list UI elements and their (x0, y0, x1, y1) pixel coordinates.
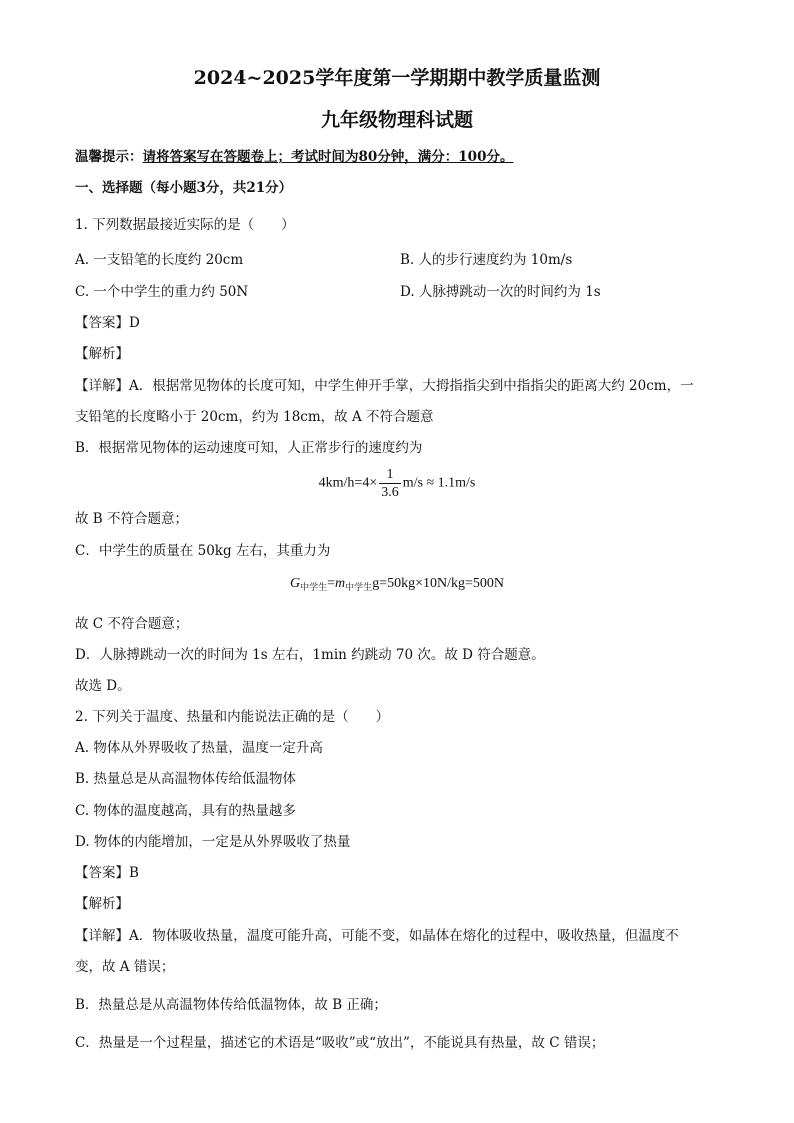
formula-weight-g: G (290, 576, 301, 591)
exam-subtitle: 九年级物理科试题 (320, 109, 473, 131)
q1-answer-label: 【答案】 (75, 315, 129, 331)
q1-answer (75, 313, 725, 333)
q2-answer-label: 【答案】 (75, 865, 129, 881)
formula-weight-g-sub: 中学生 (300, 582, 328, 592)
formula-speed-fraction (379, 466, 401, 501)
q1-detail-a-1 (75, 376, 725, 396)
q1-option-a: A. 一支铅笔的长度约 20cm (75, 252, 244, 268)
formula-speed-numerator: 1 (379, 466, 401, 484)
formula-speed-left: 4km/h=4× (318, 475, 378, 491)
notice-label: 温馨提示： (75, 149, 143, 165)
q1-detail-a-2: 支铅笔的长度略小于 20cm，约为 18cm，故 A 不符合题意 (75, 409, 434, 425)
q2-option-b: B. 热量总是从高温物体传给低温物体 (75, 771, 297, 787)
q1-stem: 1. 下列数据最接近实际的是（ ） (75, 217, 295, 233)
q1-analysis-label: 【解析】 (75, 346, 129, 362)
q2-detail-a-1 (75, 926, 725, 946)
q2-detail-b: B．热量总是从高温物体传给低温物体，故 B 正确； (75, 997, 387, 1013)
q2-option-a: A. 物体从外界吸收了热量，温度一定升高 (75, 740, 323, 756)
section-heading: 一、选择题（每小题3分，共21分） (75, 180, 293, 196)
q2-answer-value: B (129, 865, 139, 881)
q2-option-d: D. 物体的内能增加，一定是从外界吸收了热量 (75, 834, 351, 850)
q1-answer-value: D (129, 315, 140, 331)
q2-detail-a-2: 变，故 A 错误； (75, 959, 175, 975)
q2-stem: 2. 下列关于温度、热量和内能说法正确的是（ ） (75, 709, 390, 725)
formula-speed-denominator: 3.6 (381, 485, 399, 500)
formula-weight-eq: = (327, 576, 336, 591)
q1-options-row-1 (75, 250, 725, 270)
q1-detail-b-2: 故 B 不符合题意； (75, 511, 189, 527)
q1-detail-b-1: B．根据常见物体的运动速度可知，人正常步行的速度约为 (75, 440, 423, 456)
notice-line (75, 147, 725, 167)
q1-detail-label: 【详解】 (75, 378, 129, 394)
formula-speed-right: m/s ≈ 1.1m/s (402, 475, 476, 491)
q2-detail-label: 【详解】 (75, 928, 129, 944)
q2-analysis-label: 【解析】 (75, 896, 129, 912)
q2-detail-c: C．热量是一个过程量，描述它的术语是“吸收”或“放出”，不能说具有热量，故 C 错误； (75, 1035, 605, 1051)
q2-answer (75, 863, 725, 883)
q1-options-row-2 (75, 282, 725, 302)
q2-option-c: C. 物体的温度越高，具有的热量越多 (75, 803, 296, 819)
formula-weight-m: m (335, 576, 346, 591)
formula-weight-rest: g=50kg×10N/kg=500N (372, 576, 504, 591)
q1-conclusion: 故选 D。 (75, 678, 131, 694)
q1-option-b: B. 人的步行速度约为 10m/s (400, 252, 573, 268)
q1-formula-speed (0, 466, 794, 501)
q2-detail-a-text: A．物体吸收热量，温度可能升高，可能不变，如晶体在熔化的过程中，吸收热量，但温度不 (129, 928, 679, 944)
q1-option-c: C. 一个中学生的重力约 50N (75, 284, 249, 300)
exam-title: 2024~2025学年度第一学期期中教学质量监测 (193, 67, 601, 89)
q1-detail-d: D．人脉搏跳动一次的时间为 1s 左右，1min 约跳动 70 次。故 D 符合题意。 (75, 647, 545, 663)
q1-option-d: D. 人脉搏跳动一次的时间约为 1s (400, 284, 601, 300)
q1-detail-c-1: C．中学生的质量在 50kg 左右，其重力为 (75, 543, 331, 559)
q1-formula-weight (0, 574, 794, 597)
q1-detail-a-text: A．根据常见物体的长度可知，中学生伸开手掌，大拇指指尖到中指指尖的距离大约 20cm，一 (129, 378, 694, 394)
notice-text: 请将答案写在答题卷上；考试时间为80分钟，满分：100分。 (142, 149, 514, 165)
q1-detail-c-2: 故 C 不符合题意； (75, 616, 189, 632)
formula-weight-m-sub: 中学生 (345, 582, 373, 592)
